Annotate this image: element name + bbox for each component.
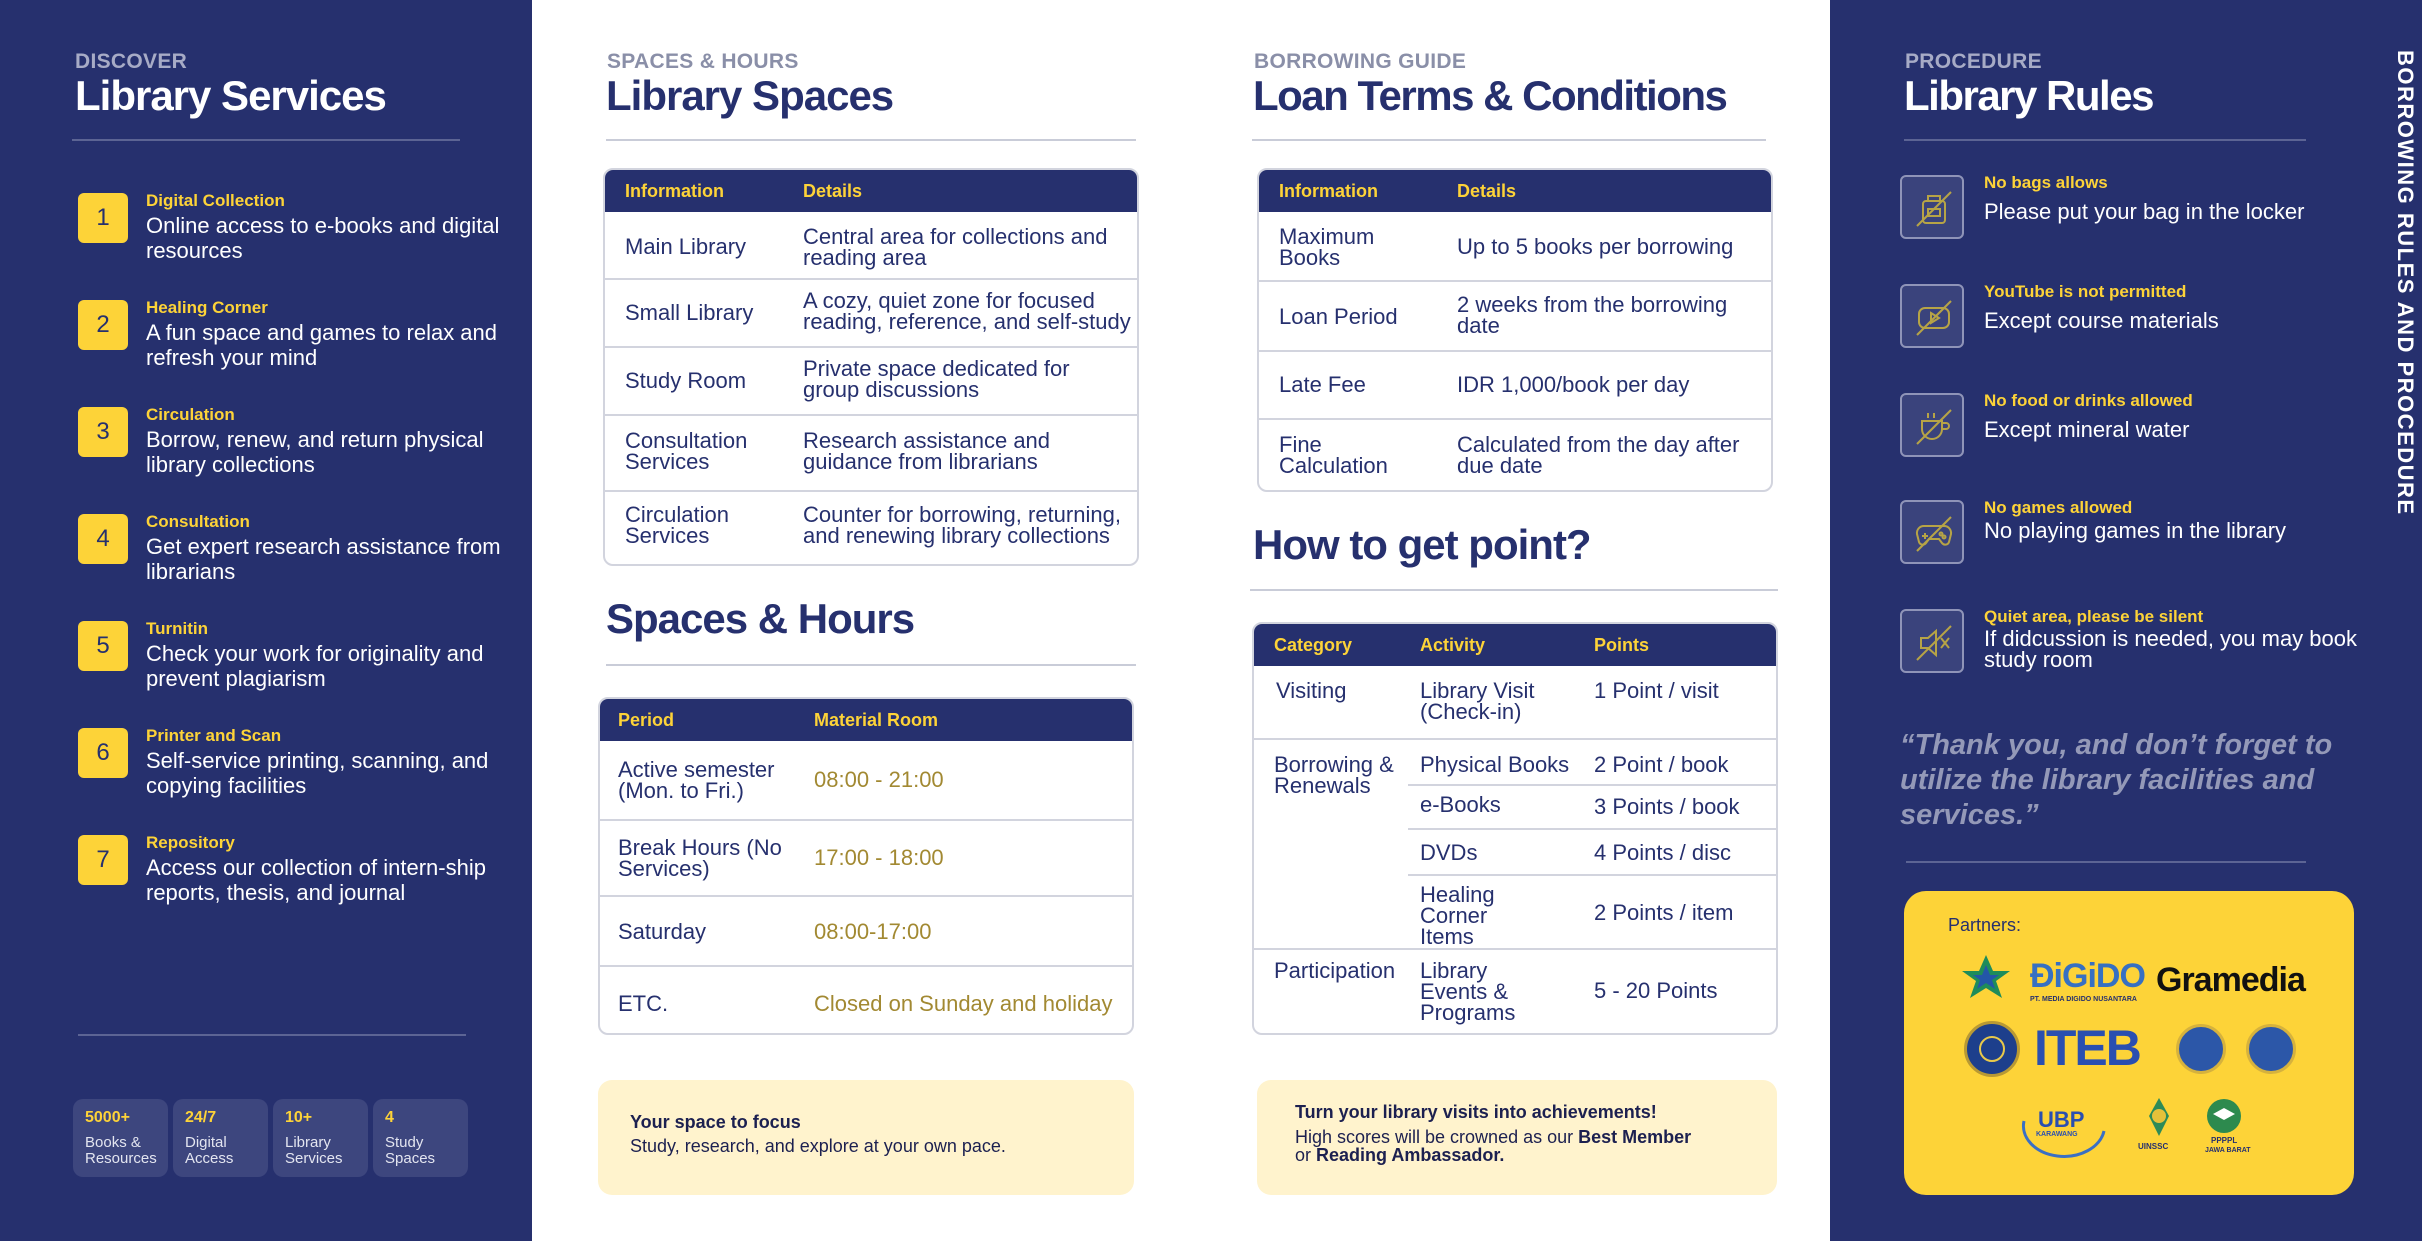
table-row [605,346,1137,414]
table-header [1259,170,1771,212]
table-row-group [1254,738,1776,948]
service-item [78,835,498,931]
stat-label: Books & Resources [85,1134,157,1167]
cell-activity: Physical Books [1420,752,1570,777]
rule-item [1900,175,2380,255]
ubp-logo [2014,1091,2106,1161]
quote-divider [1906,861,2306,863]
cell-points: 2 Points / item [1594,900,1734,925]
gramedia-logo: Gramedia [2156,961,2305,999]
loan-title: Loan Terms & Conditions [1253,72,1727,119]
service-desc: Access our collection of intern-ship reports, thesis, and journal [146,855,486,905]
service-number: 7 [78,835,128,885]
loan-table [1257,168,1773,492]
cell-info: Fine Calculation [1279,432,1388,478]
table-header [605,170,1137,212]
hours-table [598,697,1134,1035]
cell-time: Closed on Sunday and holiday [814,991,1113,1016]
cell-points: 4 Points / disc [1594,840,1731,865]
service-number: 6 [78,728,128,778]
callout-line1: High scores will be crowned as our [1295,1127,1579,1147]
cell-details: Research assistance and guidance from librarians [803,428,1051,474]
table-row [1259,280,1771,350]
table-row [605,414,1137,490]
cell-info: Study Room [625,368,747,393]
rule-desc: Except course materials [1984,308,2219,333]
loan-eyebrow: BORROWING GUIDE [1254,50,1467,73]
table-row [605,212,1137,278]
cell-info: Late Fee [1279,372,1366,397]
cell-details: Central area for collections and reading area [803,224,1108,270]
no-food-icon [1900,393,1964,457]
service-number: 2 [78,300,128,350]
table-row [605,490,1137,566]
rules-eyebrow: PROCEDURE [1905,50,2042,73]
service-item [78,728,498,824]
cell-time: 17:00 - 18:00 [814,845,944,870]
sub-row-divider [1408,784,1776,786]
partners-card [1904,891,2354,1195]
sub-row-divider [1408,874,1776,876]
hours-divider [606,664,1136,666]
column-header: Points [1594,635,1650,655]
rule-desc: Except mineral water [1984,417,2190,442]
rule-title: Quiet area, please be silent [1984,607,2204,626]
cell-period: Saturday [618,919,707,944]
cell-points: 5 - 20 Points [1594,978,1718,1003]
column-header: Details [1457,181,1517,201]
cell-points: 2 Point / book [1594,752,1729,777]
callout-line2: or [1295,1145,1317,1165]
rule-item [1900,284,2380,364]
cell-activity: e-Books [1420,792,1501,817]
vertical-label-text: BORROWING RULES AND PROCEDURE [2393,50,2418,516]
ppppl-logo-text: PPPPL [2211,1136,2238,1145]
rule-title: No games allowed [1984,498,2133,517]
cell-time: 08:00-17:00 [814,919,932,944]
rules-divider [1904,139,2306,141]
points-title: How to get point? [1253,521,1591,568]
rule-title: YouTube is not permitted [1984,282,2187,301]
service-title: Printer and Scan [146,726,282,745]
table-row [605,278,1137,346]
rule-item [1900,609,2380,689]
cell-info: Loan Period [1279,304,1398,329]
cell-category: Participation [1274,958,1396,983]
callout-text [1295,1128,1755,1164]
column-header: Material Room [814,710,939,730]
rule-desc: If didcussion is needed, you may book study room [1984,626,2358,672]
cell-details: 2 weeks from the borrowing date [1457,292,1728,338]
service-item [78,300,498,396]
service-number: 4 [78,514,128,564]
spaces-panel [532,0,1150,1241]
cell-info: Maximum Books [1279,224,1375,270]
rule-item [1900,393,2380,473]
ubp-logo-sub: KARAWANG [2036,1131,2078,1138]
cell-activity: Library Visit (Check-in) [1420,678,1535,724]
service-number: 3 [78,407,128,457]
cell-details: Private space dedicated for group discussions [803,356,1070,402]
cell-info: Main Library [625,234,747,259]
stat-card [173,1099,268,1177]
cell-details: Up to 5 books per borrowing [1457,234,1734,259]
services-divider [72,139,460,141]
sub-row-divider [1408,828,1776,830]
column-header: Category [1274,635,1353,655]
uinssc-logo-text: UINSSC [2138,1142,2169,1151]
rule-desc: Please put your bag in the locker [1984,199,2305,224]
callout-text: Study, research, and explore at your own pace. [630,1136,1006,1156]
uinssc-logo [2134,1096,2184,1158]
cell-activity: Library Events & Programs [1420,958,1516,1025]
stat-value: 4 [385,1109,394,1126]
mute-icon [1900,609,1964,673]
service-item [78,193,498,289]
table-row [600,741,1132,819]
service-title: Consultation [146,512,250,531]
cell-info: Circulation Services [625,502,729,548]
cell-activity: Healing Corner Items [1420,882,1495,949]
cell-period: ETC. [618,991,669,1016]
rules-title: Library Rules [1904,72,2153,119]
cell-period: Break Hours (No Services) [618,835,782,881]
spaces-eyebrow: SPACES & HOURS [607,50,799,73]
stat-card [73,1099,168,1177]
thank-you-quote: “Thank you, and don’t forget to utilize the library facilities and services.” [1900,729,2333,831]
callout-bold1: Best Member [1578,1127,1692,1147]
partners-label: Partners: [1948,915,2022,935]
cell-info: Consultation Services [625,428,748,474]
stat-card [373,1099,468,1177]
services-bottom-divider [78,1034,466,1036]
vertical-side-label [2388,50,2422,520]
no-bag-icon [1900,175,1964,239]
services-title: Library Services [75,72,386,119]
institution-seal-logo [2176,1024,2226,1074]
government-seal-logo [2246,1024,2296,1074]
spaces-table [603,168,1139,566]
service-desc: A fun space and games to relax and refresh your mind [146,320,498,370]
services-eyebrow: DISCOVER [75,50,188,73]
service-desc: Get expert research assistance from librarians [146,534,501,584]
stat-card [273,1099,368,1177]
cell-category: Borrowing & Renewals [1274,752,1394,798]
service-item [78,407,498,503]
service-item [78,512,501,610]
cell-points: 3 Points / book [1594,794,1740,819]
stat-label: Library Services [285,1134,343,1167]
services-panel [0,0,532,1241]
cell-activity: DVDs [1420,840,1478,865]
column-header: Information [1279,181,1378,201]
rule-desc: No playing games in the library [1984,518,2287,543]
focus-callout [598,1080,1134,1195]
university-seal-logo [1964,1021,2020,1077]
table-header [1254,624,1776,666]
spaces-title: Library Spaces [606,72,894,119]
table-row [1259,418,1771,492]
table-row [600,965,1132,1035]
cell-time: 08:00 - 21:00 [814,767,944,792]
stat-value: 24/7 [185,1109,217,1126]
service-title: Circulation [146,405,235,424]
service-number: 1 [78,193,128,243]
table-row [600,895,1132,965]
table-row [1259,350,1771,418]
ubp-logo-text: UBP [2038,1107,2085,1132]
cell-details: A cozy, quiet zone for focused reading, reference, and self-study [803,288,1131,334]
column-header: Information [625,181,724,201]
rule-title: No bags allows [1984,173,2108,192]
service-desc: Borrow, renew, and return physical library collections [146,427,484,477]
digido-logo [2030,957,2145,1003]
points-table [1252,622,1778,1035]
service-title: Turnitin [146,619,208,638]
service-desc: Online access to e-books and digital resources [146,213,500,263]
rule-title: No food or drinks allowed [1984,391,2193,410]
table-row [1254,666,1776,738]
no-games-icon [1900,500,1964,564]
cell-details: Counter for borrowing, returning, and renewing library collections [803,502,1121,548]
service-desc: Check your work for originality and prevent plagiarism [146,641,484,691]
cell-category: Visiting [1276,678,1347,703]
ppppl-logo-sub: JAWA BARAT [2205,1147,2251,1154]
service-title: Digital Collection [146,191,285,210]
service-title: Repository [146,833,235,852]
cell-points: 1 Point / visit [1594,678,1719,703]
service-title: Healing Corner [146,298,268,317]
cell-period: Active semester (Mon. to Fri.) [618,757,775,803]
ppppl-logo [2189,1096,2259,1158]
hours-title: Spaces & Hours [606,595,915,642]
rule-item [1900,500,2380,580]
service-number: 5 [78,621,128,671]
table-row [1254,948,1776,1035]
service-desc: Self-service printing, scanning, and copying facilities [146,748,489,798]
cell-details: IDR 1,000/book per day [1457,372,1690,397]
loan-panel [1150,0,1830,1241]
callout-title: Turn your library visits into achievements! [1295,1102,1657,1122]
table-row [600,819,1132,895]
callout-bold2: Reading Ambassador. [1316,1145,1505,1165]
iteb-logo: ITEB [2034,1020,2140,1076]
points-callout [1257,1080,1777,1195]
spaces-divider [606,139,1136,141]
no-youtube-icon [1900,284,1964,348]
loan-divider [1252,139,1766,141]
column-header: Activity [1420,635,1486,655]
table-header [600,699,1132,741]
stat-value: 10+ [285,1109,313,1126]
stat-label: Study Spaces [385,1134,436,1167]
cell-info: Small Library [625,300,754,325]
digido-logo-sub: PT. MEDIA DIGIDO NUSANTARA [2030,996,2137,1003]
callout-title: Your space to focus [630,1112,801,1132]
star-partner-logo [1954,951,2018,1007]
service-item [78,621,498,717]
digido-logo-text: ĐiGiDO [2030,957,2145,995]
column-header: Details [803,181,863,201]
column-header: Period [618,710,675,730]
stat-value: 5000+ [85,1109,130,1126]
stat-label: Digital Access [185,1134,234,1167]
cell-details: Calculated from the day after due date [1457,432,1740,478]
table-row [1259,212,1771,280]
points-divider [1250,589,1778,591]
